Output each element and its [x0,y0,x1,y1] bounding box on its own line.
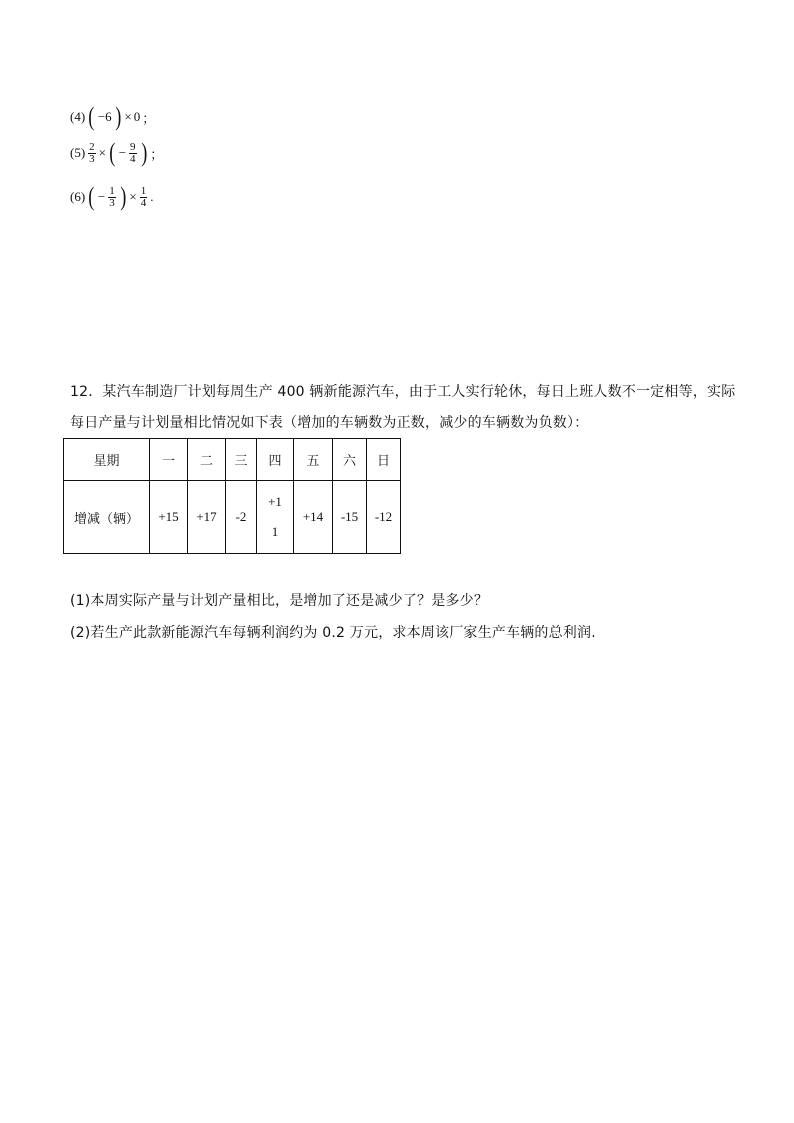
table-day-cell: 五 [294,439,333,481]
wrapped-value-bottom: 1 [271,524,279,539]
operand: 0 [133,109,141,124]
numerator: 2 [89,140,95,153]
table-row-label: 增减（辆） [64,481,150,554]
math-item-6 [70,184,153,210]
fraction [140,186,148,209]
left-paren: ( [109,138,116,167]
table-day-cell: 一 [150,439,188,481]
terminator: . [150,189,154,204]
times-sign: × [98,145,107,160]
fraction [129,142,137,165]
table-day-cell: 四 [257,439,294,481]
table-day-cell: 二 [188,439,226,481]
right-paren: ) [114,102,122,131]
table-day-cell: 三 [226,439,257,481]
denominator: 3 [89,152,95,165]
table-value-cell: +17 [188,481,226,554]
table-header-row [64,439,401,481]
question-1: (1)本周实际产量与计划产量相比，是增加了还是减少了？是多少？ [70,593,489,609]
table-value-cell: -15 [333,481,367,554]
table-value-cell: -2 [226,481,257,554]
minus-sign: − [118,145,127,160]
table-value-cell [257,481,294,554]
item-label: (5) [70,145,86,160]
left-paren: ( [88,182,95,211]
wrapped-value [257,494,293,540]
table-day-cell: 六 [333,439,367,481]
math-item-4 [70,104,155,130]
denominator: 3 [109,196,115,209]
table-header-label: 星期 [64,439,150,481]
numerator: 9 [130,140,136,153]
minus-sign: − [97,189,106,204]
right-paren: ) [119,182,127,211]
times-sign: × [129,189,137,204]
fraction [108,186,116,209]
terminator: ； [150,146,164,162]
table-value-cell: -12 [367,481,401,554]
item-label: (6) [70,189,86,204]
table-value-cell: +15 [150,481,188,554]
right-paren: ) [140,138,147,167]
terminator: ； [142,110,156,126]
fraction [88,142,96,165]
math-item-5 [70,140,163,166]
denominator: 4 [140,196,147,209]
table-value-cell: +14 [294,481,333,554]
left-paren: ( [88,102,95,131]
operand: −6 [97,109,112,124]
problem-12-line-2: 每日产量与计划量相比情况如下表（增加的车辆数为正数，减少的车辆数为负数）： [70,415,589,431]
production-table [63,438,401,554]
times-sign: × [124,109,132,124]
question-2: (2)若生产此款新能源汽车每辆利润约为 0.2 万元，求本周该厂家生产车辆的总利润. [70,625,596,641]
item-label: (4) [70,109,86,124]
denominator: 4 [130,152,136,165]
wrapped-value-top: +1 [268,494,282,509]
table-value-row [64,481,401,554]
table-day-cell: 日 [367,439,401,481]
numerator: 1 [140,184,147,197]
problem-12-line-1: 12．某汽车制造厂计划每周生产 400 辆新能源汽车，由于工人实行轮休，每日上班人数不一定相等，实际 [70,384,736,400]
numerator: 1 [109,184,115,197]
